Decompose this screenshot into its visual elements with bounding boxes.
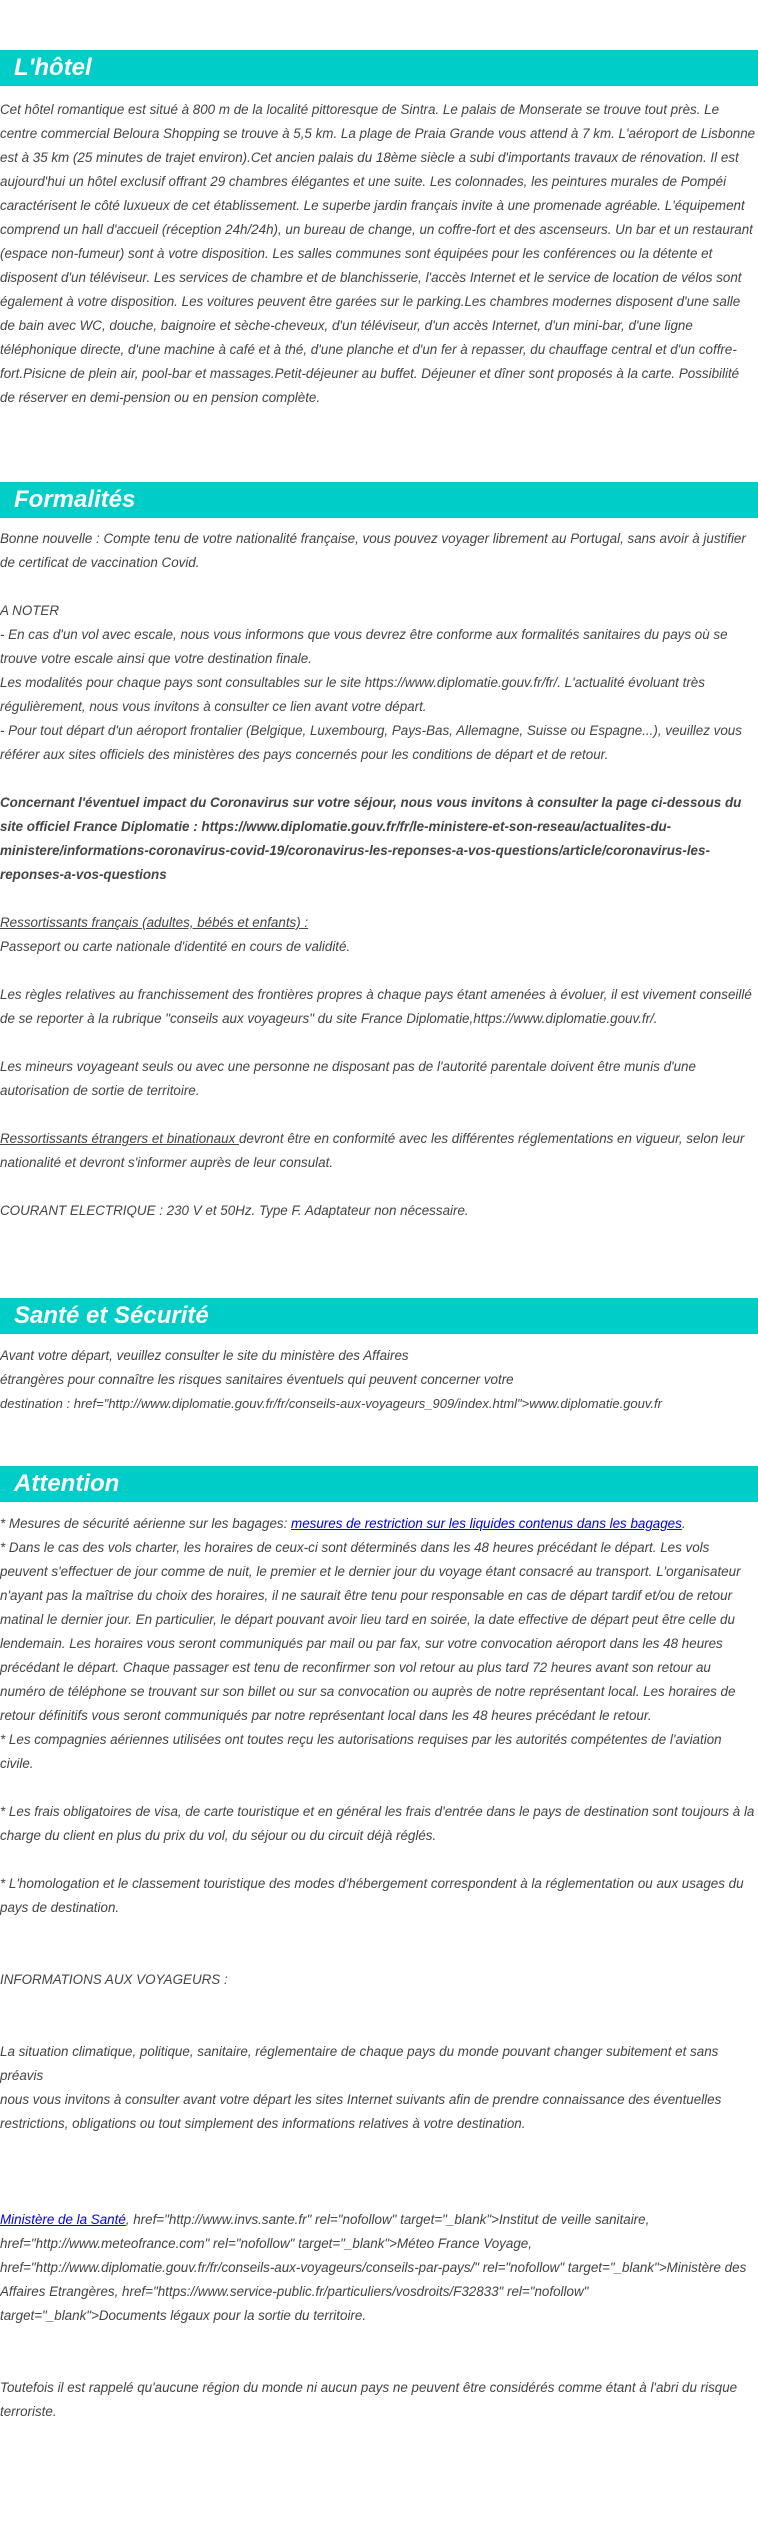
a-noter-modalites: Les modalités pour chaque pays sont consultables sur le site https://www.diplomatie.gouv.fr/fr/. L'actualité évoluant très régulièrement, nous vous invitons à consulter ce lien avant votre départ. xyxy=(0,675,705,714)
mineurs-text: Les mineurs voyageant seuls ou avec une personne ne disposant pas de l'autorité parentale doivent être munis d'une autorisation de sortie de territoire. xyxy=(0,1059,696,1098)
attention-frais-visa: * Les frais obligatoires de visa, de carte touristique et en général les frais d'entrée dans le pays de destination sont toujours à la charge du client en plus du prix du vol, du séjour ou du circuit déjà réglés. xyxy=(0,1804,755,1843)
a-noter-escale: - En cas d'un vol avec escale, nous vous informons que vous devrez être conforme aux formalités sanitaires du pays où se trouve votre escale ainsi que votre destination finale. xyxy=(0,627,728,666)
sante-line-3: destination : href="http://www.diplomatie.gouv.fr/fr/conseils-aux-voyageurs_909/index.html">www.diplomatie.gouv.fr xyxy=(0,1396,662,1411)
section-heading-attention: Attention xyxy=(0,1466,758,1502)
attention-bagages-prefix: * Mesures de sécurité aérienne sur les bagages: xyxy=(0,1516,292,1531)
informations-voyageurs-title: INFORMATIONS AUX VOYAGEURS : xyxy=(0,1972,228,1987)
sante-content xyxy=(0,1344,756,1416)
section-heading-sante: Santé et Sécurité xyxy=(0,1298,758,1334)
attention-homologation: * L'homologation et le classement touristique des modes d'hébergement correspondent à la réglementation ou aux usages du pays de destination. xyxy=(0,1876,744,1915)
ressortissants-etrangers-title: Ressortissants étrangers et binationaux xyxy=(0,1131,239,1146)
sante-line-2: étrangères pour connaître les risques sanitaires éventuels qui peuvent concerner votre xyxy=(0,1372,514,1387)
courant-electrique: COURANT ELECTRIQUE : 230 V et 50Hz. Type F. Adaptateur non nécessaire. xyxy=(0,1203,469,1218)
sites-utiles xyxy=(0,2208,756,2328)
situation-text-1: La situation climatique, politique, sanitaire, réglementaire de chaque pays du monde pouvant changer subitement et sans préavis xyxy=(0,2044,719,2083)
attention-bagages xyxy=(0,1512,756,1536)
attention-bagages-suffix: . xyxy=(681,1516,686,1531)
hotel-description-text: Cet hôtel romantique est situé à 800 m de la localité pittoresque de Sintra. Le palais de Monserate se trouve tout près. Le centre commercial Beloura Shopping se trouve à 5,5 km. La plage de Praia Grande vous attend à 7 km. L'aéroport de Lisbonne est à 35 km (25 minutes de trajet environ).Cet ancien palais du 18ème siècle a subi d'importants travaux de rénovation. Il est aujourd'hui un hôtel exclusif offrant 29 chambres élégantes et une suite. Les colonnades, les peintures murales de Pompéi caractérisent le côté luxueux de cet établissement. Le superbe jardin français invite à une promenade agréable. L'équipement comprend un hall d'accueil (réception 24h/24h), un bureau de change, un coffre-fort et des ascenseurs. Un bar et un restaurant (espace non-fumeur) sont à votre disposition. Les salles communes sont équipées pour les conférences ou la détente et disposent d'un téléviseur. Les services de chambre et de blanchisserie, l'accès Internet et le service de location de vélos sont également à votre disposition. Les voitures peuvent être garées sur le parking.Les chambres modernes disposent d'une salle de bain avec WC, douche, baignoire et sèche-cheveux, d'un téléviseur, d'un accès Internet, d'un mini-bar, d'une ligne téléphonique directe, d'une machine à café et à thé, d'une planche et d'un fer à repasser, du chauffage central et d'un coffre-fort.Pisicne de plein air, pool-bar et massages.Petit-déjeuner au buffet. Déjeuner et dîner sont proposés à la carte. Possibilité de réserver en demi-pension ou en pension complète. xyxy=(0,102,756,405)
formalites-content xyxy=(0,527,756,1223)
attention-vols-charter: * Dans le cas des vols charter, les horaires de ceux-ci sont déterminés dans les 48 heures précédant le départ. Les vols peuvent s'effectuer de jour comme de nuit, le premier et le dernier jour du voyage étant consacré au transport. L'organisateur n'ayant pas la maîtrise du choix des horaires, il ne saurait être tenu pour responsable en cas de départ tardif et/ou de retour matinal le dernier jour. En particulier, le départ pouvant avoir lieu tard en soirée, la date effective de départ peut être celle du lendemain. Les horaires vous seront communiqués par mail ou par fax, sur votre convocation aéroport dans les 48 heures précédant le départ. Chaque passager est tenu de reconfirmer son vol retour au plus tard 72 heures avant son retour au numéro de téléphone se trouvant sur son billet ou sur sa convocation ou auprès de notre représentant local. Les horaires de retour définitifs vous seront communiqués par notre représentant local dans les 48 heures précédant le retour. xyxy=(0,1540,741,1723)
sante-line-1: Avant votre départ, veuillez consulter le site du ministère des Affaires xyxy=(0,1348,409,1363)
ressortissants-etrangers-text: devront être en conformité avec les différentes réglementations en vigueur, selon leur nationalité et devront s'informer auprès de leur consulat. xyxy=(0,1131,745,1170)
section-heading-formalites: Formalités xyxy=(0,482,758,518)
ministere-sante-link[interactable]: Ministère de la Santé xyxy=(0,2212,126,2227)
restriction-liquides-link[interactable]: mesures de restriction sur les liquides contenus dans les bagages xyxy=(291,1516,682,1531)
ressortissants-etrangers xyxy=(0,1127,756,1175)
ressortissants-francais-title: Ressortissants français (adultes, bébés et enfants) : xyxy=(0,915,309,930)
attention-compagnies: * Les compagnies aériennes utilisées ont toutes reçu les autorisations requises par les autorités compétentes de l'aviation civile. xyxy=(0,1732,722,1771)
formalites-intro: Bonne nouvelle : Compte tenu de votre nationalité française, vous pouvez voyager librement au Portugal, sans avoir à justifier de certificat de vaccination Covid. xyxy=(0,531,746,570)
a-noter-aeroport-frontalier: - Pour tout départ d'un aéroport frontalier (Belgique, Luxembourg, Pays-Bas, Allemagne, Suisse ou Espagne...), veuillez vous référer aux sites officiels des ministères des pays concernés pour les conditions de départ et de retour. xyxy=(0,723,742,762)
sites-utiles-text: , href="http://www.invs.sante.fr" rel="nofollow" target="_blank">Institut de veille sanitaire, href="http://www.meteofrance.com" rel="nofollow" target="_blank">Méteo France Voyage, href="http://www.diplomatie.gouv.fr/fr/conseils-aux-voyageurs/conseils-par-pays/" rel="nofollow" target="_blank">Ministère des Affaires Etrangères, href="https://www.service-public.fr/particuliers/vosdroits/F32833" rel="nofollow" target="_blank">Documents légaux pour la sortie du territoire. xyxy=(0,2212,747,2323)
coronavirus-notice: Concernant l'éventuel impact du Coronavirus sur votre séjour, nous vous invitons à consulter la page ci-dessous du site officiel France Diplomatie : https://www.diplomatie.gouv.fr/fr/le-ministere-et-son-reseau/actualites-du-ministere/informations-coronavirus-covid-19/coronavirus-les-reponses-a-vos-questions/article/coronavirus-les-reponses-a-vos-questions xyxy=(0,795,742,882)
regles-frontieres: Les règles relatives au franchissement des frontières propres à chaque pays étant amenées à évoluer, il est vivement conseillé de se reporter à la rubrique "conseils aux voyageurs" du site France Diplomatie,https://www.diplomatie.gouv.fr/. xyxy=(0,987,752,1026)
risque-terroriste: Toutefois il est rappelé qu'aucune région du monde ni aucun pays ne peuvent être considérés comme étant à l'abri du risque terroriste. xyxy=(0,2380,738,2419)
situation-text-2: nous vous invitons à consulter avant votre départ les sites Internet suivants afin de prendre connaissance des éventuelles restrictions, obligations ou tout simplement des informations relatives à votre destination. xyxy=(0,2092,722,2131)
section-heading-hotel: L'hôtel xyxy=(0,50,758,86)
hotel-description xyxy=(0,98,756,410)
a-noter-title: A NOTER xyxy=(0,603,60,618)
ressortissants-francais-text: Passeport ou carte nationale d'identité en cours de validité. xyxy=(0,939,351,954)
attention-content xyxy=(0,1512,756,2424)
